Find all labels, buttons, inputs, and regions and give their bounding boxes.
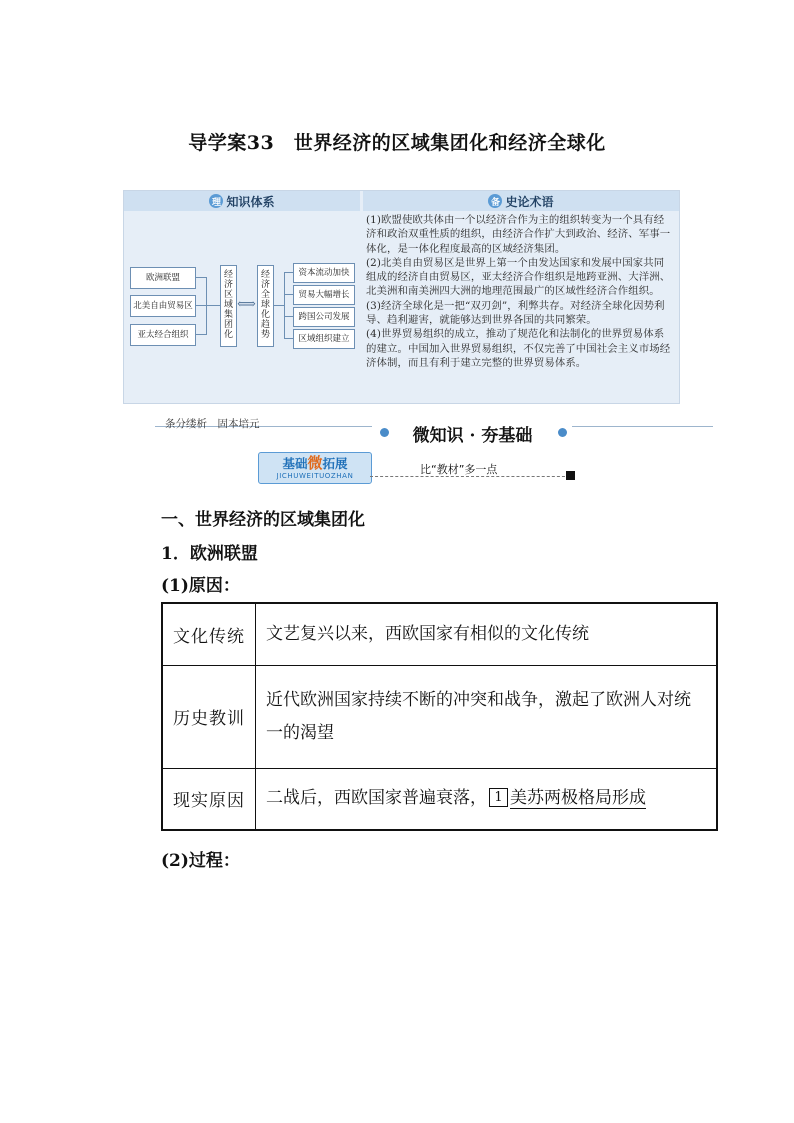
term-paragraph: (4)世界贸易组织的成立，推动了规范化和法制化的世界贸易体系的建立。中国加入世界贸易组织，不仅完善了中国社会主义市场经济体制，而且有利于建立完整的世界贸易体系。 (366, 328, 671, 369)
cause-text: 二战后，西欧国家普遍衰落， (266, 788, 487, 809)
knowledge-header (124, 191, 360, 211)
banner-subtitle: JICHUWEITUOZHAN (276, 472, 354, 480)
summary-panel (123, 190, 680, 404)
knowledge-badge-icon: 理 (209, 194, 223, 208)
cause-label: 历史教训 (162, 665, 256, 768)
causes-table (161, 602, 718, 831)
point-heading: (2)过程： (161, 851, 240, 871)
subsection-heading: 1．欧洲联盟 (161, 544, 258, 564)
banner-title: 基础微拓展 (282, 454, 348, 472)
bullet-dot-icon (558, 428, 567, 437)
connector-line (206, 277, 207, 335)
cause-text: 近代欧洲国家持续不断的冲突和战争，激起了欧洲人对统一的渴望 (256, 665, 718, 768)
diagram-right-item: 区域组织建立 (293, 329, 355, 349)
table-row (162, 768, 717, 830)
connector-line (284, 272, 293, 273)
connector-line (274, 305, 284, 306)
extension-banner (258, 452, 372, 484)
cause-cell (256, 768, 718, 830)
terms-text (366, 213, 674, 370)
table-row (162, 665, 717, 768)
blank-number: 1 (489, 788, 508, 807)
terms-header (363, 191, 679, 211)
connector-line (284, 272, 285, 339)
diagram-right-item: 资本流动加快 (293, 263, 355, 283)
diagram-right-item: 跨国公司发展 (293, 307, 355, 327)
knowledge-header-label: 知识体系 (226, 194, 275, 209)
connector-line (284, 338, 293, 339)
diagram-left-item: 亚太经合组织 (130, 324, 196, 346)
banner-note: 比“教材”多一点 (420, 463, 498, 476)
connector-line (196, 277, 206, 278)
square-marker-icon (566, 471, 575, 480)
terms-badge-icon: 备 (488, 194, 502, 208)
connector-line (284, 294, 293, 295)
diagram-left-item: 北美自由贸易区 (130, 295, 196, 317)
cause-label: 文化传统 (162, 603, 256, 665)
section-tagline: 条分缕析 固本培元 (165, 418, 260, 430)
diagram-center-left: 经济区域集团化 (220, 265, 237, 347)
bullet-dot-icon (380, 428, 389, 437)
term-paragraph: (2)北美自由贸易区是世界上第一个由发达国家和发展中国家共同组成的经济自由贸易区，亚太经济合作组织是地跨亚洲、大洋洲、北美洲和南美洲四大洲的地理范围最广的区域性经济合作组织。 (366, 256, 671, 298)
connector-line (284, 316, 293, 317)
terms-header-label: 史论术语 (505, 194, 554, 209)
cause-text: 文艺复兴以来，西欧国家有相似的文化传统 (256, 603, 718, 665)
term-paragraph: (3)经济全球化是一把“双刃剑”，利弊共存。对经济全球化因势利导、趋利避害，就能够达到世界各国的共同繁荣。 (366, 299, 665, 327)
term-paragraph: (1)欧盟使欧共体由一个以经济合作为主的组织转变为一个具有经济和政治双重性质的组织，由经济合作扩大到政治、经济、军事一体化，是一体化程度最高的区域经济集团。 (366, 214, 671, 255)
fill-answer: 美苏两极格局形成 (510, 788, 646, 809)
connector-line (196, 334, 206, 335)
double-arrow-icon: ⟺ (237, 297, 256, 312)
section-title: 微知识 · 夯基础 (412, 426, 533, 446)
diagram-right-item: 贸易大幅增长 (293, 285, 355, 305)
connector-line (206, 305, 220, 306)
diagram-center-right: 经济全球化趋势 (257, 265, 274, 347)
point-heading: (1)原因： (161, 576, 240, 596)
cause-label: 现实原因 (162, 768, 256, 830)
page-title: 导学案33 世界经济的区域集团化和经济全球化 (188, 132, 606, 154)
section-heading: 一、世界经济的区域集团化 (161, 510, 365, 530)
table-row (162, 603, 717, 665)
diagram-left-item: 欧洲联盟 (130, 267, 196, 289)
connector-line (196, 305, 206, 306)
